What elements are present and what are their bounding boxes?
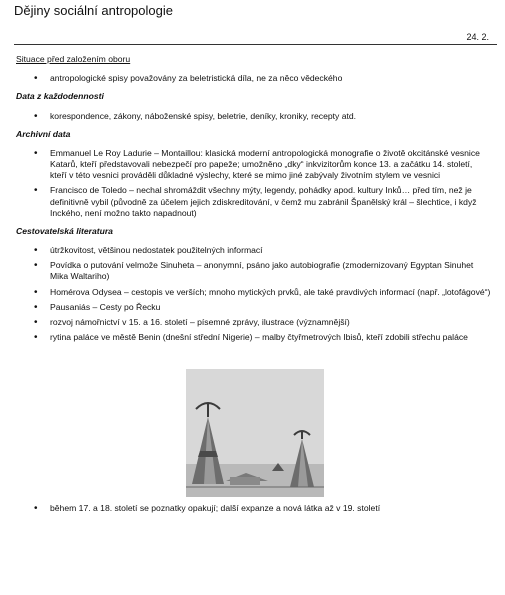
list-item: • Homérova Odysea – cestopis ve verších; mnoho mytických prvků, ale také pravdivých informací (např. „lotofágové“) — [16, 287, 491, 298]
section-heading: Archivní data — [16, 128, 71, 139]
list-item: • Francisco de Toledo – nechal shromáždit všechny mýty, legendy, pohádky apod. kultury Inků… před tím, než je definitivně vybil (původně za účelem jejich zdiskreditování, v čemž mu zabránil Španělský král – šlechtice, i když Inckého, není možno takto napadnout) — [16, 185, 491, 219]
list-item: • Emmanuel Le Roy Ladurie – Montaillou: klasická moderní antropologická monografie o životě okcitánské vesnice Katarů, kteří představovali nebezpečí pro papeže; umožněno „dky“ inkvizitorům konce 13. a začátku 14. století, kteří v této vesnici prováděli důkladné výslechy, které se mimo jiné zabývaly životním stylem ve vesnici — [16, 148, 491, 182]
section-heading: Data z každodennosti — [16, 91, 104, 102]
list-item: • korespondence, zákony, náboženské spisy, beletrie, deníky, kroniky, recepty atd. — [16, 111, 491, 122]
bullet-list — [16, 245, 491, 343]
bullet-list — [16, 148, 491, 219]
list-item: • rytina paláce ve městě Benin (dnešní střední Nigerie) – malby čtyřmetrových Ibisů, kteří zdobili střechu paláce — [16, 332, 491, 343]
page-title: Dějiny sociální antropologie — [14, 3, 173, 18]
list-item: • útržkovitost, většinou nedostatek použitelných informací — [16, 245, 491, 256]
bullet-list — [16, 503, 491, 514]
list-item: • Pausaniás – Cesty po Řecku — [16, 302, 491, 313]
bullet-list — [16, 73, 491, 84]
section-heading: Cestovatelská literatura — [16, 225, 113, 236]
list-item: • rozvoj námořnictví v 15. a 16. století – písemné zprávy, ilustrace (významnější) — [16, 317, 491, 328]
section-heading: Situace před založením oboru — [16, 54, 131, 64]
list-item: • Povídka o putování velmože Sinuheta – anonymní, psáno jako autobiografie (zmodernizovaný Egyptan Sinuhet Mika Waltariho) — [16, 260, 491, 282]
bullet-list — [16, 111, 491, 122]
engraving-image — [186, 369, 324, 497]
date-label: 24. 2. — [466, 32, 489, 42]
header-divider — [14, 44, 497, 45]
list-item: • během 17. a 18. století se poznatky opakují; další expanze a nová látka až v 19. století — [16, 503, 491, 514]
list-item: • antropologické spisy považovány za beletristická díla, ne za něco vědeckého — [16, 73, 491, 84]
document-body — [16, 52, 491, 518]
